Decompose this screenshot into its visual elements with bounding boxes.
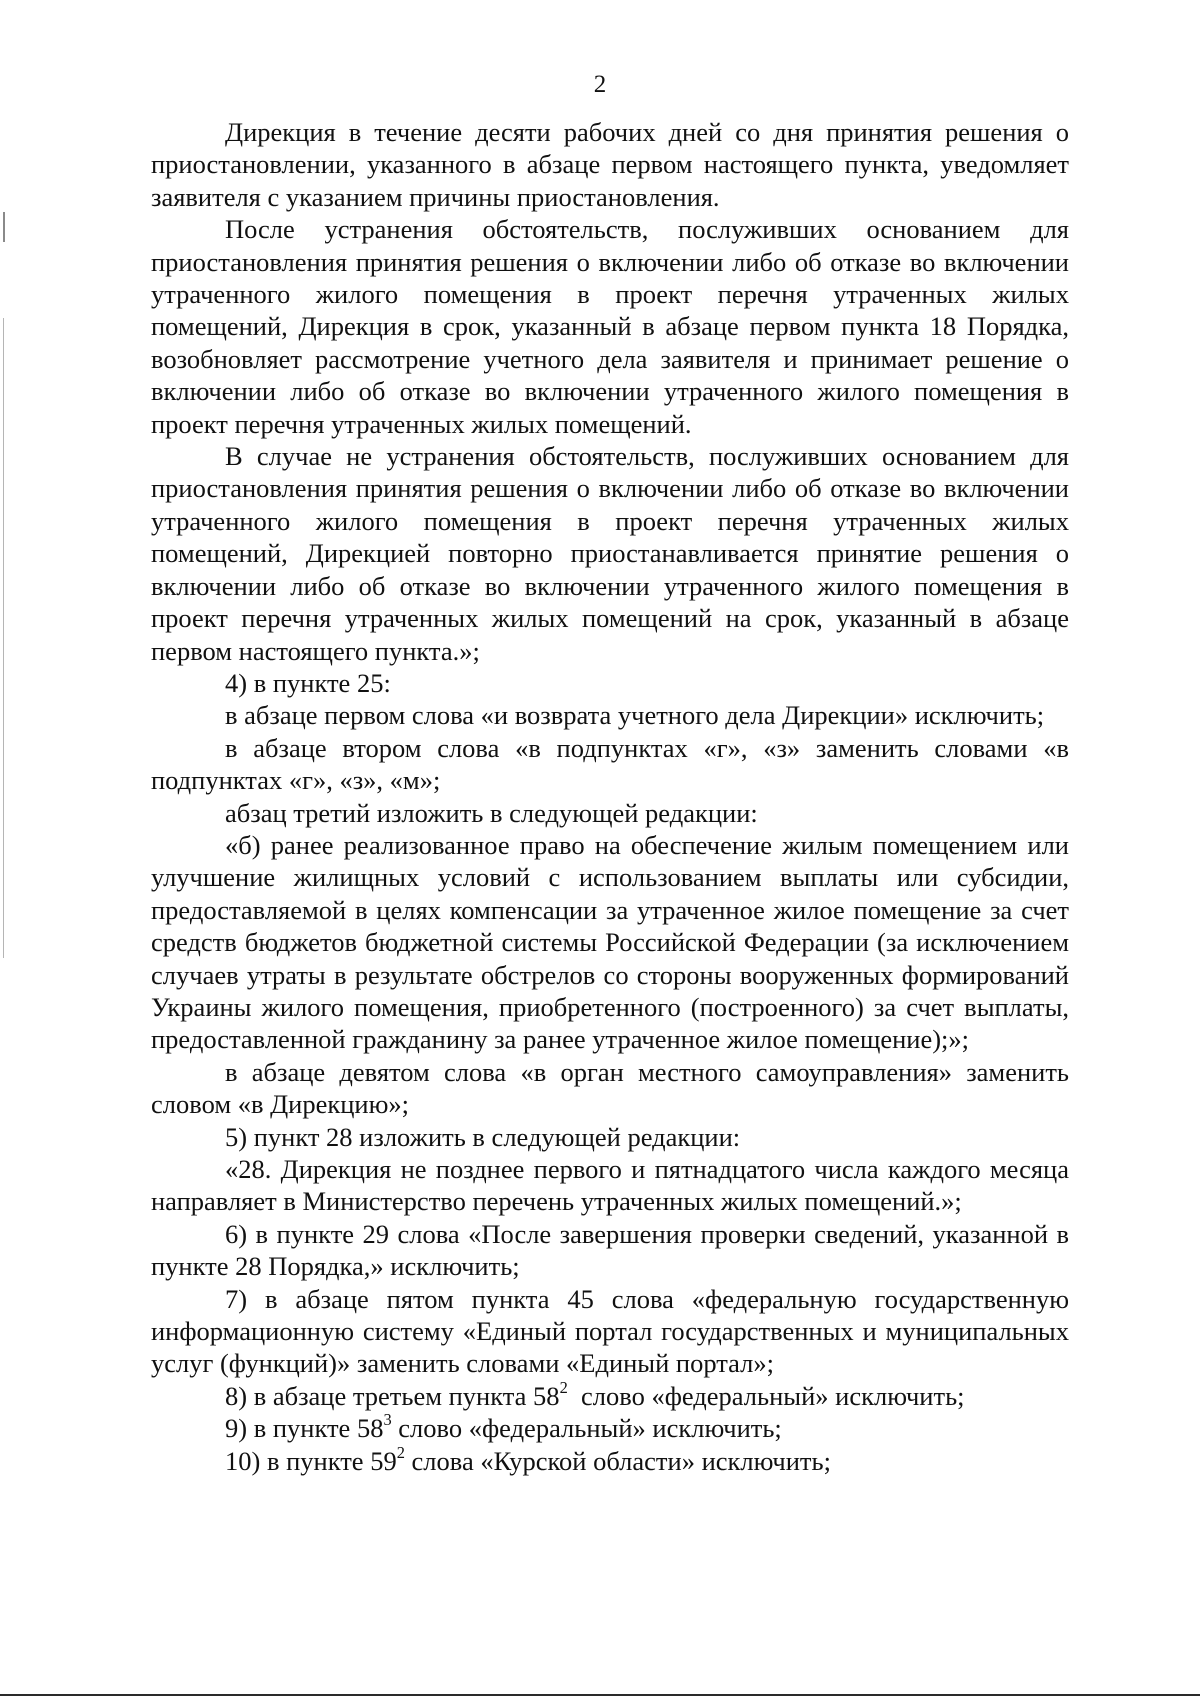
- paragraph: «28. Дирекция не позднее первого и пятнадцатого числа каждого месяца направляет в Министерство перечень утраченных жилых помещений.»;: [151, 1154, 1069, 1217]
- item-text: 10) в пункте 59: [225, 1445, 397, 1476]
- scan-artifact-mark: [3, 318, 4, 958]
- list-item: [151, 1442, 1069, 1477]
- superscript: 3: [383, 1410, 392, 1430]
- page-number: 2: [593, 71, 607, 98]
- document-body: [151, 116, 1069, 1477]
- paragraph: в абзаце первом слова «и возврата учетного дела Дирекции» исключить;: [225, 700, 1045, 731]
- list-item: [151, 1412, 1069, 1444]
- item-text: слово «федеральный» исключить;: [567, 1380, 965, 1411]
- paragraph: абзац третий изложить в следующей редакции:: [225, 797, 758, 828]
- paragraph: В случае не устранения обстоятельств, послуживших основанием для приостановления принятия решения о включении либо об отказе во включении утраченного жилого помещения в проект перечня утраченных жилых помещений, Дирекцией повторно приостанавливается принятие решения о включении либо об отказе во включении утраченного жилого помещения в проект перечня утраченных жилых помещений на срок, указанный в абзаце первом настоящего пункта.»;: [151, 441, 1069, 666]
- list-item: [151, 1380, 1069, 1412]
- item-text: слово «федеральный» исключить;: [391, 1413, 782, 1444]
- paragraph: 6) в пункте 29 слова «После завершения проверки сведений, указанной в пункте 28 Порядка,» исключить;: [151, 1218, 1069, 1282]
- item-text: 8) в абзаце третьем пункта 58: [225, 1380, 560, 1411]
- paragraph: 5) пункт 28 изложить в следующей редакции:: [225, 1121, 741, 1152]
- paragraph: в абзаце втором слова «в подпунктах «г», «з» заменить словами «в подпунктах «г», «з», «м»;: [151, 732, 1069, 796]
- paragraph: 7) в абзаце пятом пункта 45 слова «федеральную государственную информационную систему «Единый портал государственных и муниципальных услуг (функций)» заменить словами «Единый портал»;: [151, 1283, 1069, 1379]
- superscript: 2: [559, 1378, 568, 1398]
- paragraph: После устранения обстоятельств, послуживших основанием для приостановления принятия решения о включении либо об отказе во включении утраченного жилого помещения в проект перечня утраченных жилых помещений, Дирекция в срок, указанный в абзаце первом пункта 18 Порядка, возобновляет рассмотрение учетного дела заявителя и принимает решение о включении либо об отказе во включении утраченного жилого помещения в проект перечня утраченных жилых помещений.: [151, 214, 1069, 439]
- paragraph: 4) в пункте 25:: [225, 667, 391, 698]
- scan-bottom-edge: [0, 1694, 1200, 1696]
- item-text: слова «Курской области» исключить;: [404, 1445, 831, 1476]
- paragraph: «б) ранее реализованное право на обеспечение жилым помещением или улучшение жилищных условий с использованием выплаты или субсидии, предоставляемой в целях компенсации за утраченное жилое помещение за счет средств бюджетов бюджетной системы Российской Федерации (за исключением случаев утраты в результате обстрелов со стороны вооруженных формирований Украины жилого помещения, приобретенного (построенного) за счет выплаты, предоставленной гражданину за ранее утраченное жилое помещение);»;: [151, 829, 1069, 1055]
- scan-artifact-mark: [3, 212, 5, 242]
- item-text: 9) в пункте 58: [225, 1413, 384, 1444]
- superscript: 2: [396, 1442, 405, 1462]
- paragraph: Дирекция в течение десяти рабочих дней со дня принятия решения о приостановлении, указанного в абзаце первом настоящего пункта, уведомляет заявителя с указанием причины приостановления.: [151, 117, 1069, 212]
- paragraph: в абзаце девятом слова «в орган местного самоуправления» заменить словом «в Дирекцию»;: [151, 1056, 1069, 1120]
